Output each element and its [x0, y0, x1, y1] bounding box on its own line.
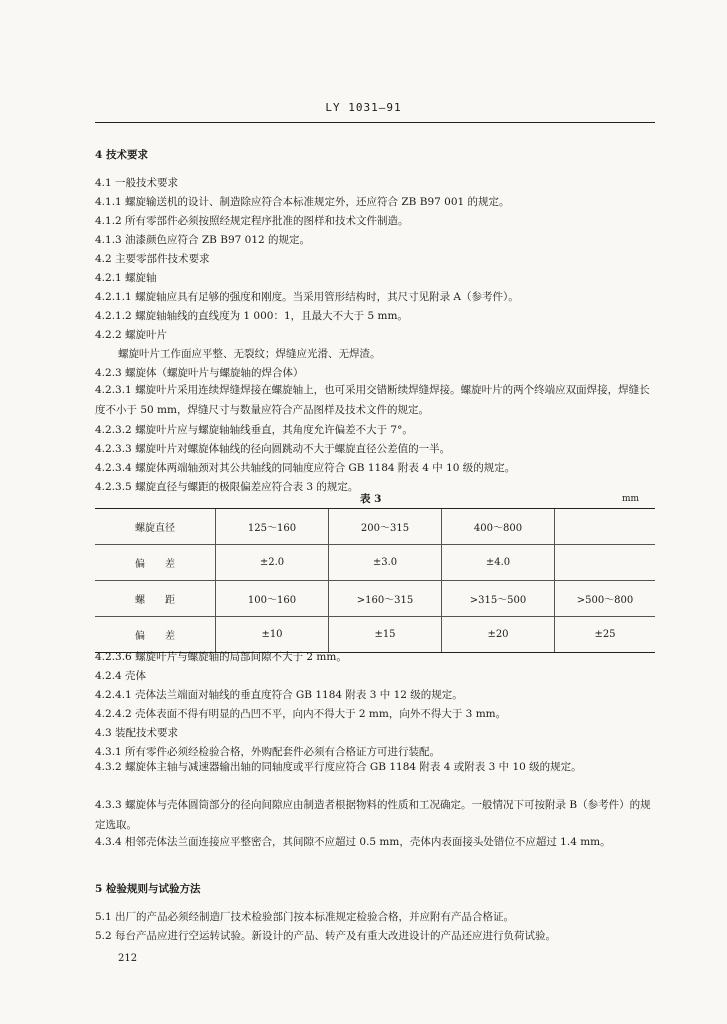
table-row — [95, 509, 655, 545]
table-cell: ±25 — [555, 617, 656, 653]
table-row — [95, 581, 655, 617]
table-cell: ±20 — [442, 617, 555, 653]
table-cell: 125～160 — [216, 509, 329, 545]
table-cell: 偏 差 — [95, 617, 216, 653]
page-number: 212 — [118, 953, 138, 964]
clause-4-3-2: 4.3.2 螺旋体主轴与减速器输出轴的同轴度或平行度应符合 GB 1184 附表 4 或附表 3 中 10 级的规定。 — [95, 761, 582, 773]
table-cell: ±4.0 — [442, 545, 555, 581]
table-cell — [555, 509, 656, 545]
clause-4-2-3-2: 4.2.3.2 螺旋叶片应与螺旋轴轴线垂直，其角度允许偏差不大于 7°。 — [95, 424, 413, 436]
table-cell — [555, 545, 656, 581]
clause-4-2-4-1: 4.2.4.1 壳体法兰端面对轴线的垂直度符合 GB 1184 附表 3 中 12 级的规定。 — [95, 689, 463, 701]
table-cell: 螺 距 — [95, 581, 216, 617]
table-row — [95, 617, 655, 653]
clause-4-2: 4.2 主要零部件技术要求 — [95, 253, 210, 265]
table-3 — [95, 508, 655, 653]
table-cell: >160～315 — [329, 581, 442, 617]
clause-4-2-1-2: 4.2.1.2 螺旋轴轴线的直线度为 1 000：1，且最大不大于 5 mm。 — [95, 310, 408, 322]
clause-4-2-2: 4.2.2 螺旋叶片 — [95, 329, 168, 341]
clause-4-3-4: 4.3.4 相邻壳体法兰面连接应平整密合，其间隙不应超过 0.5 mm，壳体内表面接头处错位不应超过 1.4 mm。 — [95, 836, 611, 848]
clause-4-2-1-1: 4.2.1.1 螺旋轴应具有足够的强度和刚度。当采用管形结构时，其尺寸见附录 A（参考件）。 — [95, 291, 519, 303]
table-cell: ±15 — [329, 617, 442, 653]
clause-4-3-3: 4.3.3 螺旋体与壳体圆筒部分的径向间隙应由制造者根据物料的性质和工况确定。一般情况下可按附录 B（参考件）的规定选取。 — [95, 799, 651, 831]
clause-4-2-4-2: 4.2.4.2 壳体表面不得有明显的凸凹不平，向内不得大于 2 mm，向外不得大于 3 mm。 — [95, 708, 507, 720]
table-cell: >500～800 — [555, 581, 656, 617]
clause-4-2-3-5: 4.2.3.5 螺旋直径与螺距的极限偏差应符合表 3 的规定。 — [95, 481, 359, 493]
clause-4-3-1: 4.3.1 所有零件必须经检验合格，外购配套件必须有合格证方可进行装配。 — [95, 746, 441, 758]
section-5-title: 5 检验规则与试验方法 — [95, 883, 201, 895]
section-4-title: 4 技术要求 — [95, 149, 148, 161]
clause-4-2-3-6: 4.2.3.6 螺旋叶片与螺旋轴的局部间隙不大于 2 mm。 — [95, 651, 347, 663]
clause-4-1-1: 4.1.1 螺旋输送机的设计、制造除应符合本标准规定外，还应符合 ZB B97 001 的规定。 — [95, 196, 510, 208]
clause-4-1-3: 4.1.3 油漆颜色应符合 ZB B97 012 的规定。 — [95, 234, 311, 246]
table-cell: 400～800 — [442, 509, 555, 545]
table-cell: >315～500 — [442, 581, 555, 617]
clause-4-2-3-3: 4.2.3.3 螺旋叶片对螺旋体轴线的径向圆跳动不大于螺旋直径公差值的一半。 — [95, 443, 451, 455]
clause-4-2-1: 4.2.1 螺旋轴 — [95, 272, 157, 284]
document-header: LY 1031—91 — [325, 101, 402, 114]
table-cell: ±2.0 — [216, 545, 329, 581]
clause-5-2: 5.2 每台产品应进行空运转试验。新设计的产品、转产及有重大改进设计的产品还应进行负荷试验。 — [95, 930, 557, 942]
clause-4-1-2: 4.1.2 所有零部件必须按照经规定程序批准的图样和技术文件制造。 — [95, 215, 409, 227]
table-cell: 200～315 — [329, 509, 442, 545]
table-3-unit: mm — [622, 494, 640, 504]
table-cell: 螺旋直径 — [95, 509, 216, 545]
table-cell: ±3.0 — [329, 545, 442, 581]
table-row — [95, 545, 655, 581]
table-cell: 100～160 — [216, 581, 329, 617]
clause-4-2-2-text: 螺旋叶片工作面应平整、无裂纹；焊缝应光滑、无焊渣。 — [118, 348, 381, 360]
clause-4-2-4: 4.2.4 壳体 — [95, 670, 147, 682]
table-cell: 偏 差 — [95, 545, 216, 581]
clause-4-2-3-4: 4.2.3.4 螺旋体两端轴颈对其公共轴线的同轴度应符合 GB 1184 附表 4 中 10 级的规定。 — [95, 462, 516, 474]
table-cell: ±10 — [216, 617, 329, 653]
clause-4-3: 4.3 装配技术要求 — [95, 727, 179, 739]
table-3-caption: 表 3 — [360, 493, 382, 505]
header-rule — [95, 122, 655, 123]
clause-4-2-3: 4.2.3 螺旋体（螺旋叶片与螺旋轴的焊合体） — [95, 367, 304, 379]
clause-5-1: 5.1 出厂的产品必须经制造厂技术检验部门按本标准规定检验合格，并应附有产品合格证。 — [95, 911, 515, 923]
clause-4-2-3-1: 4.2.3.1 螺旋叶片采用连续焊缝焊接在螺旋轴上，也可采用交错断续焊缝焊接。螺旋叶片的两个终端应双面焊接，焊缝长度不小于 50 mm，焊缝尺寸与数量应符合产品图样及技术文件的规定。 — [95, 384, 650, 416]
clause-4-1: 4.1 一般技术要求 — [95, 177, 179, 189]
